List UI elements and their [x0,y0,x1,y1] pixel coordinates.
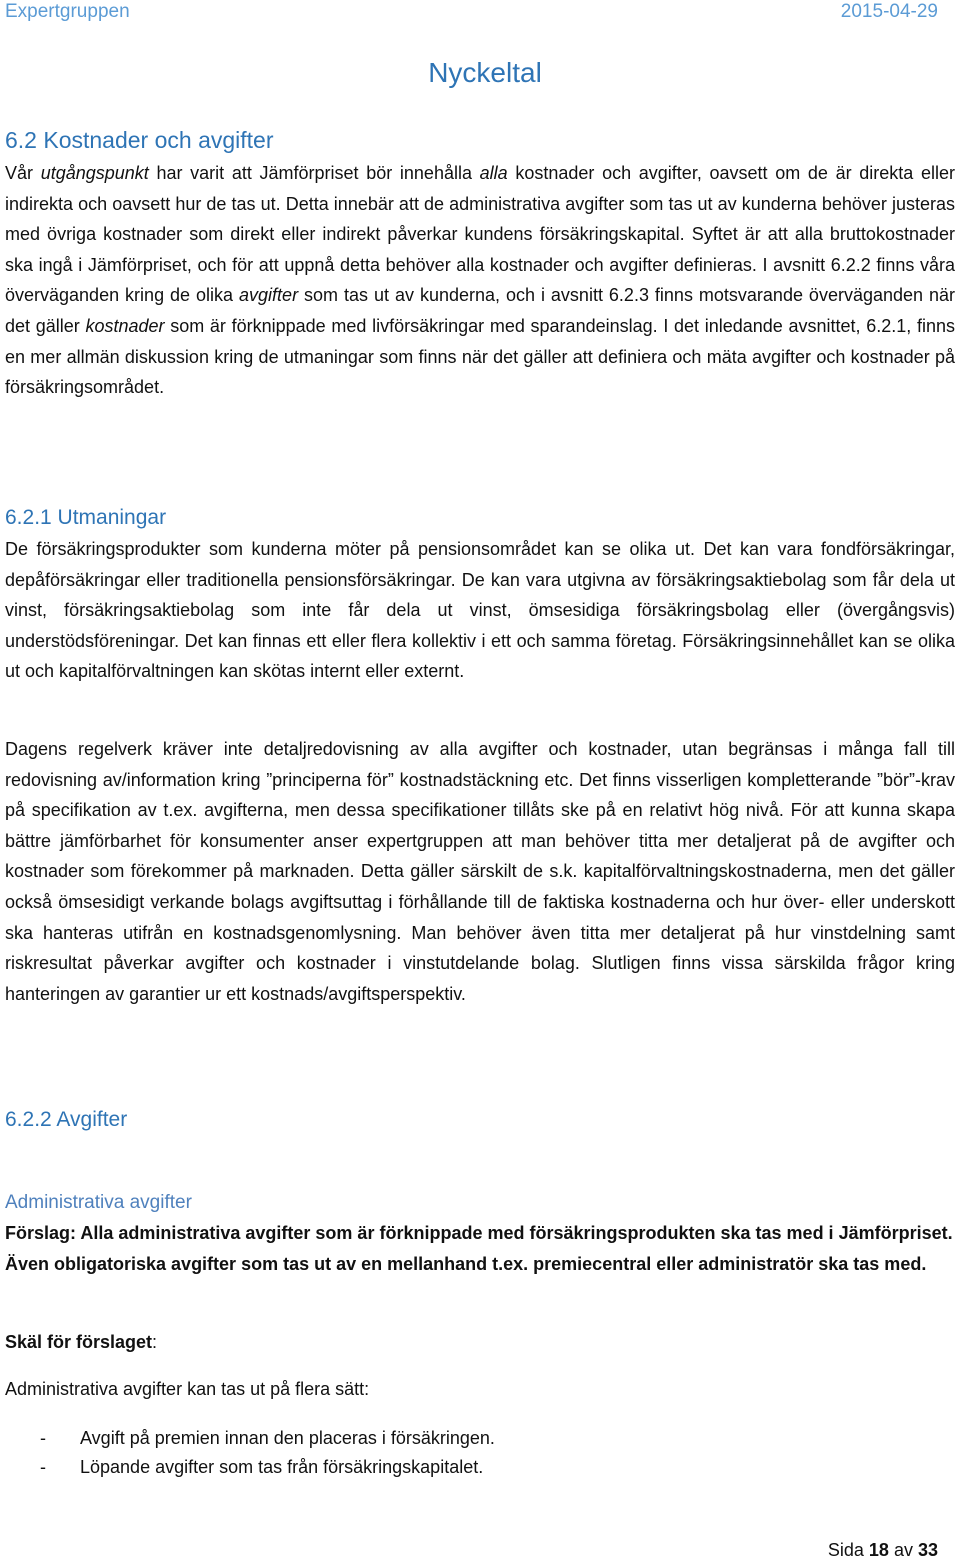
subheading-administrativa-avgifter: Administrativa avgifter [5,1192,192,1213]
section-heading-6-2: 6.2 Kostnader och avgifter [5,127,274,153]
intro-text: Administrativa avgifter kan tas ut på flera sätt: [5,1379,370,1399]
page-number: Sida 18 av 33 [827,1540,938,1560]
proposal-block [5,1218,955,1279]
fee-list [5,1424,955,1482]
dash-bullet: - [40,1457,46,1477]
paragraph-utmaningar-1: De försäkringsprodukter som kunderna möter på pensionsområdet kan se olika ut. Det kan vara fondförsäkringar, depåförsäkringar eller traditionella pensionsförsäkringar. De kan vara utgivna av försäkringsaktiebolag som får dela ut vinst, försäkringsaktiebolag som inte får dela ut vinst, ömsesidiga försäkringsbolag eller (övergångsvis) understödsföreningar. Det kan finnas ett eller flera kollektiv i ett och samma företag. Försäkringsinnehållet kan se olika ut och kapitalförvaltningen kan skötas internt eller externt. [5,539,955,682]
reason-block [5,1327,955,1358]
section-6-2-1-body [5,534,955,687]
dash-bullet: - [40,1428,46,1448]
list-item: - Avgift på premien innan den placeras i försäkringen. [5,1424,955,1453]
intro-block [5,1374,955,1405]
proposal-text: Förslag: Alla administrativa avgifter som är förknippade med försäkringsprodukten ska tas med i Jämförpriset. Även obligatoriska avgifter som tas ut av en mellanhand t.ex. premiecentral eller administratör ska tas med. [5,1223,953,1274]
reason-label-line: Skäl för förslaget: [5,1332,158,1352]
paragraph-6-2-intro: Vår utgångspunkt har varit att Jämförpriset bör innehålla alla kostnader och avgifter, oavsett om de är direkta eller indirekta och oavsett hur de tas ut. Detta innebär att de administrativa avgifter som tas ut av kunderna behöver justeras med övriga kostnader som direkt eller indirekt påverkar kundens försäkringskapital. Syftet är att alla bruttokostnader ska ingå i Jämförpriset, och för att uppnå detta behöver alla kostnader och avgifter definieras. I avsnitt 6.2.2 finns våra överväganden kring de olika avgifter som tas ut av kunderna, och i avsnitt 6.2.3 finns motsvarande överväganden när det gäller kostnader som är förknippade med livförsäkringar med sparandeinslag. I det inledande avsnittet, 6.2.1, finns en mer allmän diskussion kring de utmaningar som finns när det gäller att definiera och mäta avgifter och kostnader på försäkringsområdet. [5,163,956,398]
header-date: 2015-04-29 [840,1,938,22]
section-heading-6-2-2: 6.2.2 Avgifter [5,1108,128,1131]
section-6-2-1-body-2 [5,734,955,1009]
list-item: - Löpande avgifter som tas från försäkringskapitalet. [5,1453,955,1482]
header-organization: Expertgruppen [5,1,130,22]
section-6-2-body [5,158,955,403]
document-title: Nyckeltal [428,57,542,88]
reason-label: Skäl för förslaget [5,1332,153,1352]
fee-list-block [5,1424,955,1482]
section-heading-6-2-1: 6.2.1 Utmaningar [5,506,167,529]
paragraph-utmaningar-2: Dagens regelverk kräver inte detaljredovisning av alla avgifter och kostnader, utan begränsas i många fall till redovisning av/information kring ”principerna för” kostnadstäckning etc. Det finns visserligen kompletterande ”bör”-krav på specifikation av t.ex. avgifterna, men dessa specifikationer tillåts ske på en relativt hög nivå. För att kunna skapa bättre jämförbarhet för konsumenter anser expertgruppen att man behöver titta mer detaljerat på de avgifter och kostnader som förekommer på marknaden. Detta gäller särskilt de s.k. kapitalförvaltningskostnaderna, men det gäller också ömsesidigt verkande bolags avgiftsuttag i förhållande till de faktiska kostnaderna och hur över- eller underskott ska hanteras utifrån en kostnadsgenomlysning. Man behöver även titta mer detaljerat på hur vinstdelning samt riskresultat påverkar avgifter och kostnader i vinstutdelande bolag. Slutligen finns vissa särskilda frågor kring hanteringen av garantier ur ett kostnads/avgiftsperspektiv. [5,739,955,1004]
